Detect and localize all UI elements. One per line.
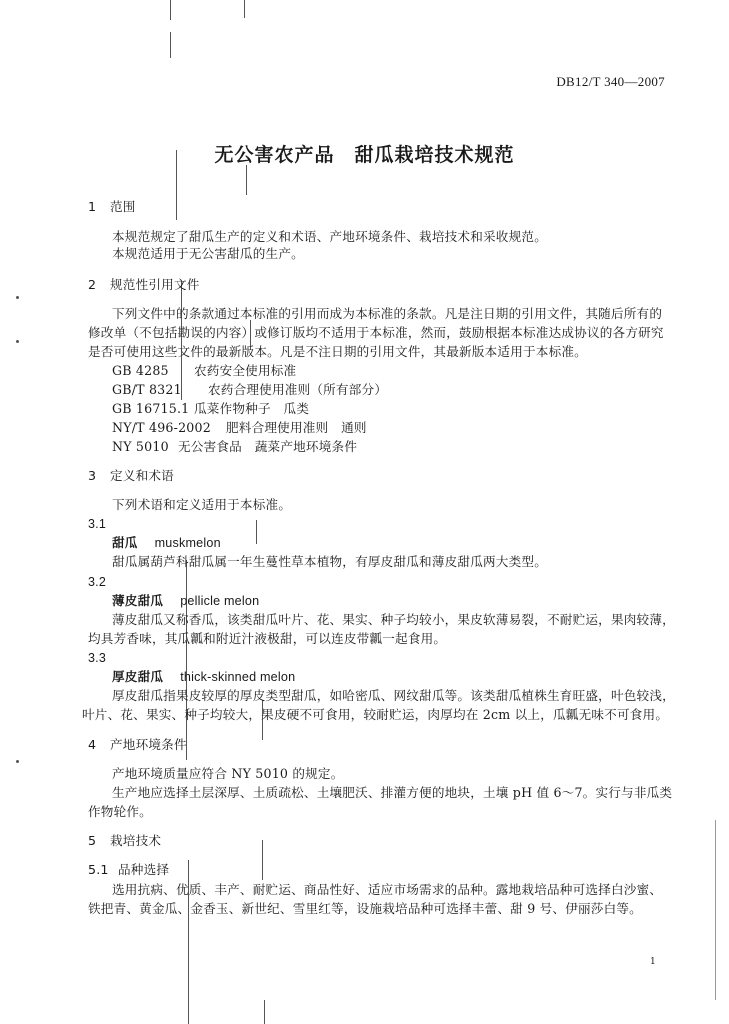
section-heading xyxy=(88,277,200,293)
definition-line: 甜瓜属葫芦科甜瓜属一年生蔓性草本植物，有厚皮甜瓜和薄皮甜瓜两大类型。 xyxy=(112,554,547,569)
scan-line-artifact xyxy=(170,32,171,58)
scan-line-artifact xyxy=(244,0,245,18)
term-entry xyxy=(112,669,295,685)
section-title: 规范性引用文件 xyxy=(110,277,200,292)
section-number: 4 xyxy=(88,737,97,752)
reference-code: GB 16715.1 xyxy=(112,401,190,416)
term-name-cn: 甜瓜 xyxy=(112,535,138,550)
reference-item xyxy=(112,420,367,436)
section-heading xyxy=(88,199,136,215)
section-number: 5 xyxy=(88,833,97,848)
paragraph-line: 选用抗病、优质、丰产、耐贮运、商品性好、适应市场需求的品种。露地栽培品种可选择白沙蜜、 xyxy=(112,882,663,897)
subsection-title: 品种选择 xyxy=(118,862,170,877)
scan-line-artifact xyxy=(170,0,171,20)
paragraph-line: 生产地应选择土层深厚、土质疏松、土壤肥沃、排灌方便的地块，土壤 pH 值 6～7。实行与非瓜类 xyxy=(112,785,673,800)
section-number: 2 xyxy=(88,277,97,292)
document-code: DB12/T 340—2007 xyxy=(556,74,665,89)
reference-title: 农药安全使用标准 xyxy=(194,363,297,378)
reference-code: NY 5010 xyxy=(112,439,169,454)
reference-item xyxy=(112,401,309,417)
definition-line: 薄皮甜瓜又称香瓜，该类甜瓜叶片、花、果实、种子均较小，果皮软薄易裂，不耐贮运，果肉较薄， xyxy=(112,612,675,627)
scan-line-artifact xyxy=(246,165,247,195)
scan-speck xyxy=(16,340,19,343)
scan-line-artifact xyxy=(715,820,716,1000)
definition-line: 厚皮甜瓜指果皮较厚的厚皮类型甜瓜，如哈密瓜、网纹甜瓜等。该类甜瓜植株生育旺盛，叶色较浅， xyxy=(112,688,675,703)
section-title: 范围 xyxy=(110,199,136,214)
section-title: 定义和术语 xyxy=(110,468,174,483)
scan-line-artifact xyxy=(186,560,187,760)
term-entry xyxy=(112,535,221,551)
scan-line-artifact xyxy=(256,520,257,544)
reference-code: GB 4285 xyxy=(112,363,169,378)
section-title: 产地环境条件 xyxy=(110,737,187,752)
reference-title: 瓜菜作物种子 瓜类 xyxy=(194,401,310,416)
subsection-heading xyxy=(88,862,169,878)
paragraph-line: 本规范规定了甜瓜生产的定义和术语、产地环境条件、栽培技术和采收规范。 xyxy=(112,229,547,244)
paragraph-line: 是否可使用这些文件的最新版本。凡是不注日期的引用文件，其最新版本适用于本标准。 xyxy=(88,344,587,359)
section-heading xyxy=(88,468,174,484)
term-name-en: muskmelon xyxy=(154,536,221,550)
reference-item xyxy=(112,382,387,398)
subsection-number: 5.1 xyxy=(88,862,109,877)
paragraph-line: 产地环境质量应符合 NY 5010 的规定。 xyxy=(112,766,344,781)
paragraph-line: 铁把青、黄金瓜、金香玉、新世纪、雪里红等，设施栽培品种可选择丰蕾、甜 9 号、伊丽莎白等。 xyxy=(88,901,642,916)
section-heading xyxy=(88,737,187,753)
scan-speck xyxy=(16,760,19,763)
reference-item xyxy=(112,363,296,379)
term-name-cn: 厚皮甜瓜 xyxy=(112,669,164,684)
term-number: 3.3 xyxy=(88,651,106,665)
reference-title: 无公害食品 蔬菜产地环境条件 xyxy=(178,439,358,454)
paragraph-line: 下列文件中的条款通过本标准的引用而成为本标准的条款。凡是注日期的引用文件，其随后所有的 xyxy=(112,306,663,321)
term-name-en: pellicle melon xyxy=(180,594,260,608)
reference-title: 农药合理使用准则（所有部分） xyxy=(208,382,388,397)
reference-code: GB/T 8321 xyxy=(112,382,182,397)
term-name-cn: 薄皮甜瓜 xyxy=(112,593,164,608)
document-title: 无公害农产品 甜瓜栽培技术规范 xyxy=(214,144,515,166)
paragraph-line: 下列术语和定义适用于本标准。 xyxy=(112,497,292,512)
section-number: 3 xyxy=(88,468,97,483)
section-number: 1 xyxy=(88,199,97,214)
section-title: 栽培技术 xyxy=(110,833,162,848)
reference-title: 肥料合理使用准则 通则 xyxy=(226,420,367,435)
term-number: 3.2 xyxy=(88,575,106,589)
term-name-en: thick-skinned melon xyxy=(180,670,296,684)
definition-line: 均具芳香味，其瓜瓤和附近汁液极甜，可以连皮带瓤一起食用。 xyxy=(88,631,447,646)
section-heading xyxy=(88,833,161,849)
reference-item xyxy=(112,439,357,455)
term-number: 3.1 xyxy=(88,517,106,531)
scan-speck xyxy=(16,296,19,299)
reference-code: NY/T 496-2002 xyxy=(112,420,211,435)
page-folio: 1 xyxy=(650,957,656,967)
paragraph-line: 修改单（不包括勘误的内容）或修订版均不适用于本标准，然而，鼓励根据本标准达成协议的各方研究 xyxy=(88,325,664,340)
term-entry xyxy=(112,593,259,609)
scan-line-artifact xyxy=(264,1000,265,1024)
paragraph-line: 本规范适用于无公害甜瓜的生产。 xyxy=(112,246,304,261)
scan-line-artifact xyxy=(262,840,263,880)
definition-line: 叶片、花、果实、种子均较大，果皮硬不可食用，较耐贮运，肉厚均在 2cm 以上，瓜瓤无味不可食用。 xyxy=(82,707,669,722)
paragraph-line: 作物轮作。 xyxy=(88,804,152,819)
